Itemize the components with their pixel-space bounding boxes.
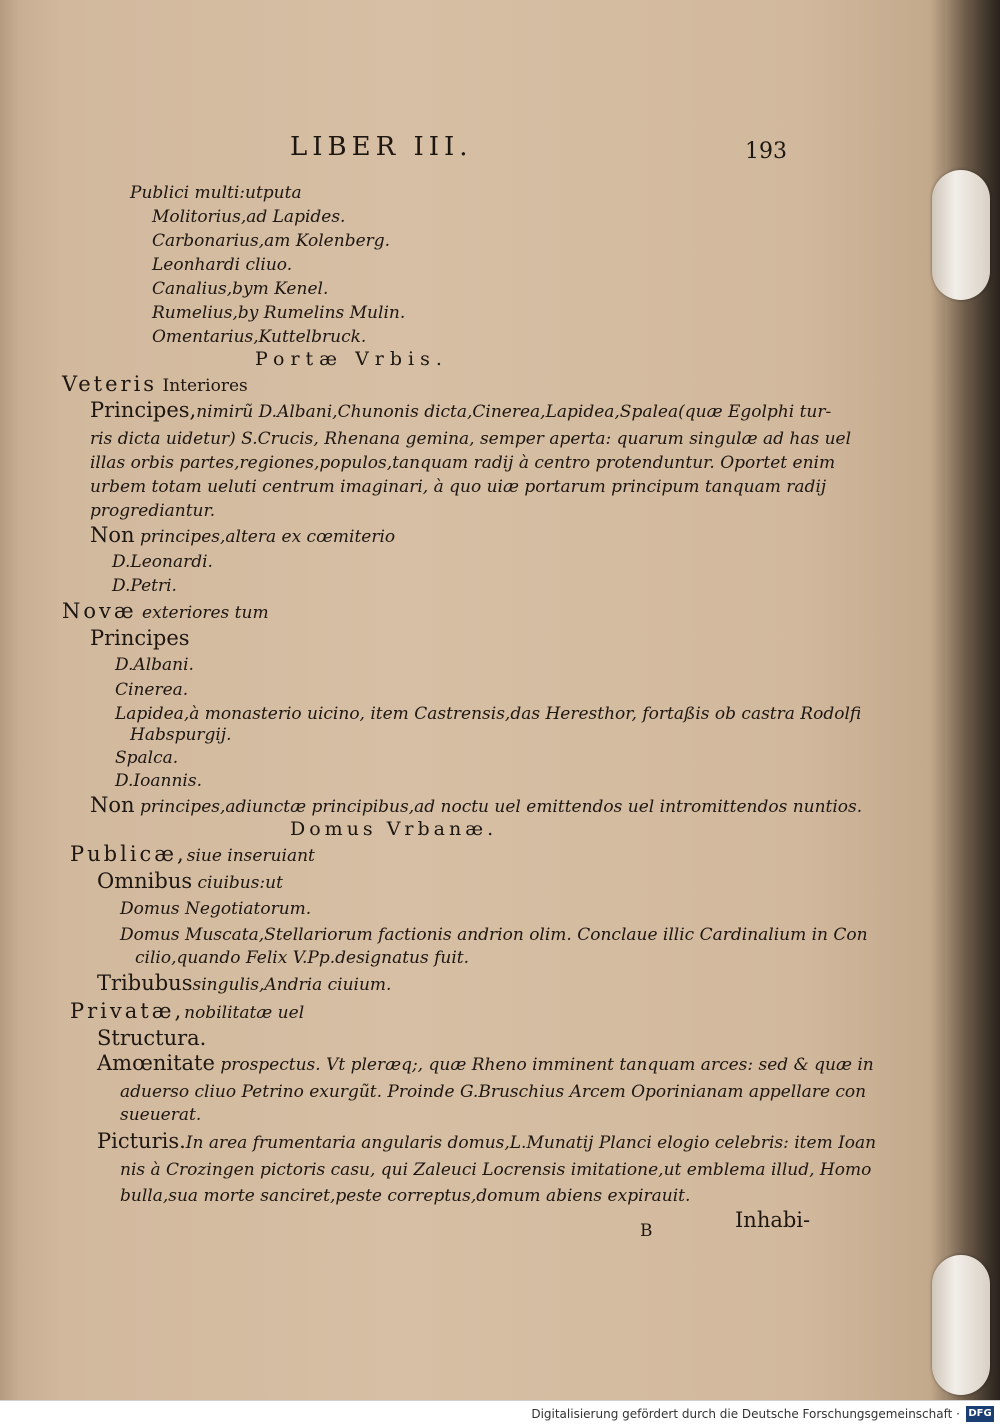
text-line: Structura. <box>97 1026 207 1050</box>
dfg-logo: DFG <box>966 1406 994 1422</box>
footer-bar <box>0 1400 1000 1428</box>
text-line: Rumelius,by Rumelins Mulin. <box>152 303 406 323</box>
text-line: Non principes,altera ex cœmiterio <box>90 523 396 547</box>
text-line: Domus Negotiatorum. <box>120 899 312 919</box>
text-line: illas orbis partes,regiones,populos,tanquam radij à centro protenduntur. Oportet enim <box>90 453 836 473</box>
text-line: progrediantur. <box>90 501 216 521</box>
text-line: Leonhardi cliuo. <box>152 255 293 275</box>
text-line: Principes <box>90 626 190 650</box>
text-line: Privatæ,nobilitatæ uel <box>70 999 305 1023</box>
text-line: cilio,quando Felix V.Pp.designatus fuit. <box>135 948 470 968</box>
page-number: 193 <box>745 139 787 164</box>
text-line: Publicæ,siue inseruiant <box>70 842 315 866</box>
text-line: sueuerat. <box>120 1105 202 1125</box>
text-line: Omnibus ciuibus:ut <box>97 869 283 893</box>
text-line: Omentarius,Kuttelbruck. <box>152 327 367 347</box>
text-line: Tribubussingulis,Andria ciuium. <box>97 971 392 995</box>
text-line: Spalca. <box>115 748 179 768</box>
text-line: Veteris Interiores <box>62 372 248 396</box>
section-heading: Portæ Vrbis. <box>255 348 448 370</box>
text-line: bulla,sua morte sanciret,peste correptus,domum abiens expirauit. <box>120 1186 691 1206</box>
text-line: aduerso cliuo Petrino exurgũt. Proinde G.Bruschius Arcem Oporinianam appellare con <box>120 1082 867 1102</box>
text-line: ris dicta uidetur) S.Crucis, Rhenana gemina, semper aperta: quarum singulæ ad has uel <box>90 429 852 449</box>
signature-mark: B <box>640 1221 653 1241</box>
text-line: Molitorius,ad Lapides. <box>152 207 346 227</box>
text-line: Amœnitate prospectus. Vt pleræq;, quæ Rheno imminent tanquam arces: sed & quæ in <box>97 1051 874 1075</box>
text-line: Carbonarius,am Kolenberg. <box>152 231 391 251</box>
text-line: Non principes,adiunctæ principibus,ad noctu uel emittendos uel intromittendos nuntios. <box>90 793 863 817</box>
running-head: LIBER III. <box>290 132 473 162</box>
text-line: nis à Crozingen pictoris casu, qui Zaleuci Locrensis imitatione,ut emblema illud, Homo <box>120 1160 872 1180</box>
text-line: D.Petri. <box>112 576 177 596</box>
section-heading: Domus Vrbanæ. <box>290 818 498 840</box>
text-line: Publici multi:utputa <box>130 183 302 203</box>
text-line: D.Leonardi. <box>112 552 213 572</box>
text-line: Canalius,bym Kenel. <box>152 279 329 299</box>
text-line: Novæ exteriores tum <box>62 599 269 623</box>
text-line: D.Albani. <box>115 655 194 675</box>
catchword: Inhabi- <box>735 1208 811 1232</box>
text-line: Habspurgij. <box>130 725 232 745</box>
text-line: Cinerea. <box>115 680 189 700</box>
text-line: Picturis.In area frumentaria angularis domus,L.Munatij Planci elogio celebris: item Ioan <box>97 1129 877 1153</box>
text-line: D.Ioannis. <box>115 771 202 791</box>
text-line: Domus Muscata,Stellariorum factionis andrion olim. Conclaue illic Cardinalium in Con <box>120 925 868 945</box>
text-line: urbem totam ueluti centrum imaginari, à quo uiæ portarum principum tanquam radij <box>90 477 827 497</box>
text-line: Lapidea,à monasterio uicino, item Castrensis,das Heresthor, fortaßis ob castra Rodolfi <box>115 704 862 724</box>
footer-credit: Digitalisierung gefördert durch die Deutsche Forschungsgemeinschaft · <box>531 1407 960 1421</box>
text-line: Principes,nimirũ D.Albani,Chunonis dicta,Cinerea,Lapidea,Spalea(quæ Egolphi tur- <box>90 398 832 422</box>
